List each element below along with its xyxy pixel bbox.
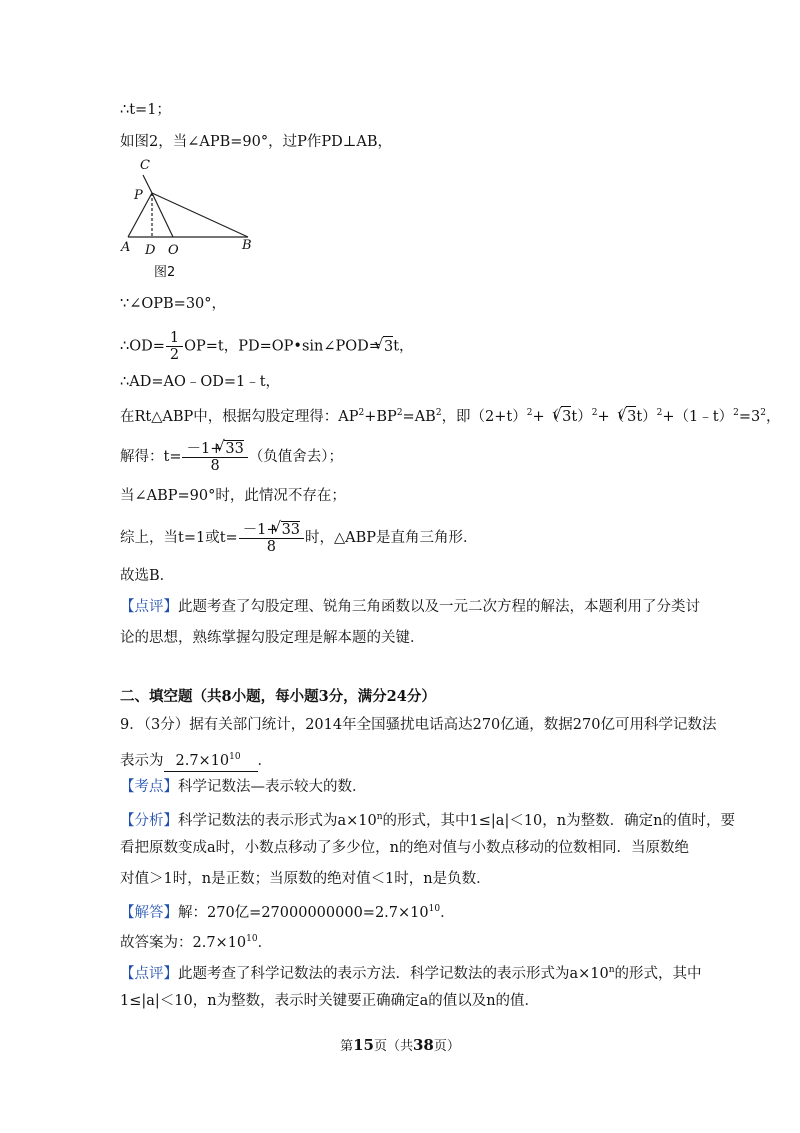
label-p: P <box>134 188 143 203</box>
jieda-line: 【解答】解：270亿$=27000000000=2.7\times 10^{10}$． <box>120 904 455 921</box>
segment-pc <box>143 175 152 193</box>
answer-blank: $2.7\times 10^{10}$ <box>164 747 258 772</box>
question-9-line-1: 9．（3分）据有关部门统计，2014年全国骚扰电话高达270亿通，数据270亿可用科学记数法 <box>120 717 717 733</box>
current-page-number: 15 <box>353 1036 374 1054</box>
answer-line: 故答案为：$2.7\times 10^{10}$． <box>120 934 273 951</box>
page-footer: 第15页（共38页） <box>340 1036 460 1054</box>
kaodian-tag: 【考点】 <box>120 779 178 795</box>
fenxi-line-1: 【分析】科学记数法的表示形式为$a\times 10^n$的形式，其中1≤|a|＜10，n为整数．确定n的值时，要 <box>120 812 735 829</box>
line-abp-90: 当∠ABP=90°时，此情况不存在； <box>120 488 346 504</box>
geometry-figure-2 <box>118 155 288 285</box>
line-ad: ∴AD=AO﹣OD=1﹣t， <box>120 374 281 390</box>
sqrt-3: √ 3 <box>383 336 393 357</box>
line-figure-intro: 如图2，当∠APB=90°，过P作PD⊥AB， <box>120 134 393 150</box>
segment-pb <box>152 193 248 237</box>
comment-line-2: 论的思想，熟练掌握勾股定理是解本题的关键． <box>120 630 425 646</box>
label-c: C <box>140 158 150 173</box>
fraction-half: $\frac{1}{2}$ <box>166 330 183 363</box>
kaodian-line: 【考点】科学记数法—表示较大的数． <box>120 779 367 795</box>
figure-caption: 图2 <box>154 265 176 280</box>
dianping-tag: 【点评】 <box>120 965 178 982</box>
fenxi-tag: 【分析】 <box>120 812 178 829</box>
line-summary: 综上，当t=1或t= $\frac{-1+√ 33}{8}$ 时，△ABP是直角三角形． <box>120 521 478 555</box>
comment-line-1: 【点评】此题考查了勾股定理、锐角三角函数以及一元二次方程的解法，本题利用了分类讨 <box>120 599 700 615</box>
fenxi-line-2: 看把原数变成a时，小数点移动了多少位，n的绝对值与小数点移动的位数相同．当原数绝 <box>120 840 689 856</box>
line-angle-opb: ∵∠OPB=30°， <box>120 296 227 312</box>
dianping-line-1: 【点评】此题考查了科学记数法的表示方法．科学记数法的表示形式为$a\times 10^n$的形式，其中 <box>120 965 702 982</box>
label-b: B <box>242 238 252 253</box>
dianping-line-2: 1≤|a|＜10，n为整数，表示时关键要正确确定a的值以及n的值． <box>120 993 540 1009</box>
fraction-root-33: $\frac{-1+√ 33}{8}$ <box>182 440 247 474</box>
label-d: D <box>145 243 156 258</box>
line-pythagoras: 在Rt△ABP中，根据勾股定理得：$AP^2+BP^2=AB^2$，即$(2+t)^2+(√$ 3t）$^2$+（√ $3t)^2+(1﹣t)^2=3^2$， <box>120 403 780 427</box>
comment-tag: 【点评】 <box>120 599 178 615</box>
label-a: A <box>121 240 131 255</box>
segment-po <box>152 193 173 237</box>
line-od-pd: ∴OD= $\frac{1}{2}$ OP=t，PD=OP•sin∠POD=√ 3t， <box>120 330 414 363</box>
line-solution-t: 解得：t= $\frac{-1+√ 33}{8}$ （负值舍去）； <box>120 440 343 474</box>
question-9-line-2: 表示为 $2.7\times 10^{10}$ ． <box>120 747 272 772</box>
line-therefore-t1: ∴t=1； <box>120 102 171 118</box>
total-pages: 38 <box>413 1036 434 1054</box>
section-heading: 二、填空题（共8小题，每小题3分，满分24分） <box>120 688 436 705</box>
jieda-tag: 【解答】 <box>120 904 178 921</box>
line-choose-b: 故选B． <box>120 568 175 584</box>
label-o: O <box>168 243 179 258</box>
fenxi-line-3: 对值＞1时，n是正数；当原数的绝对值＜1时，n是负数． <box>120 871 491 887</box>
